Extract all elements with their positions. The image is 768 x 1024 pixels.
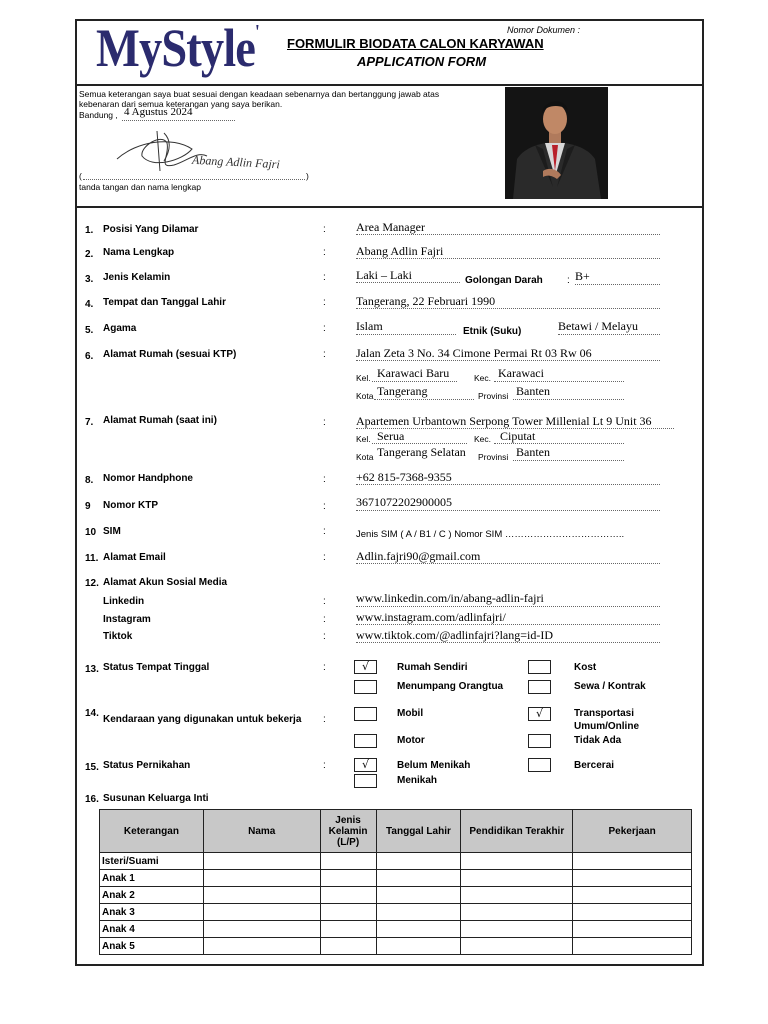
checkbox-transportasi-umum[interactable]: √ [528, 707, 551, 721]
declaration-line-2: kebenaran dari semua keterangan yang saya berikan. [79, 99, 283, 109]
value-kota-saat-ini[interactable]: Tangerang Selatan [377, 445, 466, 459]
header-nama: Nama [203, 810, 320, 853]
value-provinsi-saat-ini[interactable]: Banten [516, 445, 550, 459]
option-menumpang-orangtua: Menumpang Orangtua [397, 681, 504, 692]
option-tidak-ada: Tidak Ada [574, 735, 622, 746]
value-kec-ktp[interactable]: Karawaci [498, 366, 544, 380]
value-posisi[interactable]: Area Manager [356, 220, 425, 234]
label-email: Alamat Email [103, 552, 166, 563]
option-mobil: Mobil [397, 708, 424, 719]
checkbox-kost[interactable] [528, 660, 551, 674]
label-handphone: Nomor Handphone [103, 473, 193, 484]
table-row: Anak 3 [100, 904, 692, 921]
value-tiktok[interactable]: www.tiktok.com/@adlinfajri?lang=id-ID [356, 628, 553, 642]
option-motor: Motor [397, 735, 425, 746]
label-status-tinggal: Status Tempat Tinggal [103, 662, 210, 673]
option-rumah-sendiri: Rumah Sendiri [397, 662, 468, 673]
label-status-pernikahan: Status Pernikahan [103, 760, 191, 771]
section-divider [77, 206, 702, 208]
option-umum-online: Umum/Online [574, 721, 640, 732]
table-row: Isteri/Suami [100, 853, 692, 870]
label-susunan-keluarga: Susunan Keluarga Inti [103, 793, 209, 804]
checkbox-menumpang-orangtua[interactable] [354, 680, 377, 694]
checkbox-mobil[interactable] [354, 707, 377, 721]
value-email[interactable]: Adlin.fajri90@gmail.com [356, 549, 481, 563]
table-row: Anak 1 [100, 870, 692, 887]
signature-caption: tanda tangan dan nama lengkap [79, 182, 201, 192]
document-number-label: Nomor Dokumen : [507, 25, 581, 35]
option-menikah: Menikah [397, 775, 438, 786]
label-golongan-darah: Golongan Darah [465, 275, 543, 286]
value-alamat-ktp[interactable]: Jalan Zeta 3 No. 34 Cimone Permai Rt 03 Rw 06 [356, 346, 592, 360]
label-tiktok: Tiktok [103, 631, 133, 642]
table-row: Anak 5 [100, 938, 692, 955]
form-title: FORMULIR BIODATA CALON KARYAWAN [287, 36, 544, 51]
value-jenis-kelamin[interactable]: Laki – Laki [356, 268, 412, 282]
label-ttl: Tempat dan Tanggal Lahir [103, 297, 226, 308]
value-sim[interactable]: Jenis SIM ( A / B1 / C ) Nomor SIM ……………………………….. [356, 529, 625, 540]
form-subtitle: APPLICATION FORM [357, 54, 487, 69]
label-nama: Nama Lengkap [103, 247, 175, 258]
label-etnik: Etnik (Suku) [463, 326, 522, 337]
value-golongan-darah[interactable]: B+ [575, 269, 590, 283]
signature-icon [112, 121, 212, 179]
value-nama[interactable]: Abang Adlin Fajri [356, 244, 444, 258]
applicant-photo [505, 87, 608, 199]
value-instagram[interactable]: www.instagram.com/adlinfajri/ [356, 610, 506, 624]
declaration-place: Bandung , [79, 110, 118, 120]
label-jenis-kelamin: Jenis Kelamin [103, 272, 171, 283]
label-kendaraan: Kendaraan yang digunakan untuk bekerja [103, 714, 302, 725]
value-kel-ktp[interactable]: Karawaci Baru [377, 366, 450, 380]
signature-name: Abang Adlin Fajri [191, 152, 281, 172]
label-ktp: Nomor KTP [103, 500, 158, 511]
label-instagram: Instagram [103, 614, 151, 625]
checkbox-menikah[interactable] [354, 774, 377, 788]
header-divider [77, 84, 702, 86]
value-ttl[interactable]: Tangerang, 22 Februari 1990 [356, 294, 496, 308]
checkbox-tidak-ada[interactable] [528, 734, 551, 748]
label-sosial-media: Alamat Akun Sosial Media [103, 577, 228, 588]
checkbox-motor[interactable] [354, 734, 377, 748]
checkbox-rumah-sendiri[interactable]: √ [354, 660, 377, 674]
value-alamat-saat-ini[interactable]: Apartemen Urbantown Serpong Tower Millenial Lt 9 Unit 36 [356, 414, 652, 428]
label-posisi: Posisi Yang Dilamar [103, 224, 199, 235]
value-kec-saat-ini[interactable]: Ciputat [500, 429, 536, 443]
family-table [99, 809, 692, 955]
header-tanggal-lahir: Tanggal Lahir [376, 810, 461, 853]
label-sim: SIM [103, 526, 121, 537]
header-pendidikan: Pendidikan Terakhir [461, 810, 573, 853]
label-linkedin: Linkedin [103, 596, 145, 607]
table-row: Anak 4 [100, 921, 692, 938]
label-agama: Agama [103, 323, 137, 334]
label-alamat-saat-ini: Alamat Rumah (saat ini) [103, 415, 217, 426]
value-kota-ktp[interactable]: Tangerang [377, 384, 428, 398]
header-keterangan: Keterangan [100, 810, 204, 853]
checkbox-belum-menikah[interactable]: √ [354, 758, 377, 772]
header-jenis-kelamin: Jenis Kelamin (L/P) [320, 810, 376, 853]
value-agama[interactable]: Islam [356, 319, 383, 333]
value-handphone[interactable]: +62 815-7368-9355 [356, 470, 452, 484]
table-row: Anak 2 [100, 887, 692, 904]
option-transportasi: Transportasi [574, 708, 635, 719]
checkbox-bercerai[interactable] [528, 758, 551, 772]
checkbox-sewa-kontrak[interactable] [528, 680, 551, 694]
application-form: MyStyle' Nomor Dokumen : FORMULIR BIODATA CALON KARYAWAN APPLICATION FORM Semua keterangan saya buat sesuai dengan keadaan sebenarnya dan bertanggung jawab atas kebenaran dari semua keterangan yang saya berikan. Bandung , 4 Agustus 2024 Abang Adlin Fajri ( ) tanda tangan dan nama lengkap 1. Posisi Yang Dilamar : Area Manager 2. Nama Lengkap : Abang Adlin Fajri 3. Jenis Kelamin : Laki – Laki Golongan Darah : B+ 4. Tempat dan Tanggal Lahir : Tangerang, 22 Februari 1990 5. Agama : Islam Etnik (Suku) Betawi / Melayu 6. Alamat Rumah (sesuai KTP) : Jalan Zeta 3 No. 34 Cimone Permai Rt 03 Rw 06 Kel. Karawaci Baru Kec. Karawaci Kota Tangerang Provinsi Banten 7. Alamat Rumah (saat ini) : Apartemen Urbantown Serpong Tower Millenial Lt 9 Unit 36 Kel. Serua Kec. Ciputat Kota Tangerang Selatan Provinsi Banten 8. Nomor Handphone : +62 815-7368-9355 9 Nomor KTP : 3671072202900005 10 SIM : Jenis SIM ( A / B1 / C ) Nomor SIM ……………………………….. 11. Alamat Email : Adlin.fajri90@gmail.com 12. Alamat Akun Sosial Media Linkedin : www.linkedin.com/in/abang-adlin-fajri Instagram : www.instagram.com/adlinfajri/ Tiktok : www.tiktok.com/@adlinfajri?lang=id-ID 13. Status Tempat Tinggal : √ Rumah Sendiri Kost Menumpang Orangtua Sewa / Kontrak 14. Kendaraan yang digunakan untuk bekerja : Mobil √ Transportasi Umum/Online Motor Tidak Ada 15. Status Pernikahan : √ Belum Menikah Bercerai Menikah 16. Susunan Keluarga Inti Keterangan Nama Jenis Kelamin (L/P) Tanggal Lahir Pendidikan Terakhir Pekerjaan Isteri/Suami Anak 1 Anak 2 Anak 3 Anak 4 Anak 5 [75, 19, 704, 966]
header-pekerjaan: Pekerjaan [573, 810, 692, 853]
option-bercerai: Bercerai [574, 760, 615, 771]
value-provinsi-ktp[interactable]: Banten [516, 384, 550, 398]
option-belum-menikah: Belum Menikah [397, 760, 471, 771]
declaration-date: 4 Agustus 2024 [124, 106, 193, 118]
value-ktp[interactable]: 3671072202900005 [356, 495, 452, 509]
option-kost: Kost [574, 662, 597, 673]
value-etnik[interactable]: Betawi / Melayu [558, 319, 638, 333]
value-linkedin[interactable]: www.linkedin.com/in/abang-adlin-fajri [356, 591, 544, 605]
label-alamat-ktp: Alamat Rumah (sesuai KTP) [103, 349, 237, 360]
option-sewa-kontrak: Sewa / Kontrak [574, 681, 646, 692]
declaration-line-1: Semua keterangan saya buat sesuai dengan keadaan sebenarnya dan bertanggung jawab atas [79, 89, 440, 99]
value-kel-saat-ini[interactable]: Serua [377, 429, 405, 443]
company-logo: MyStyle' [96, 18, 259, 78]
